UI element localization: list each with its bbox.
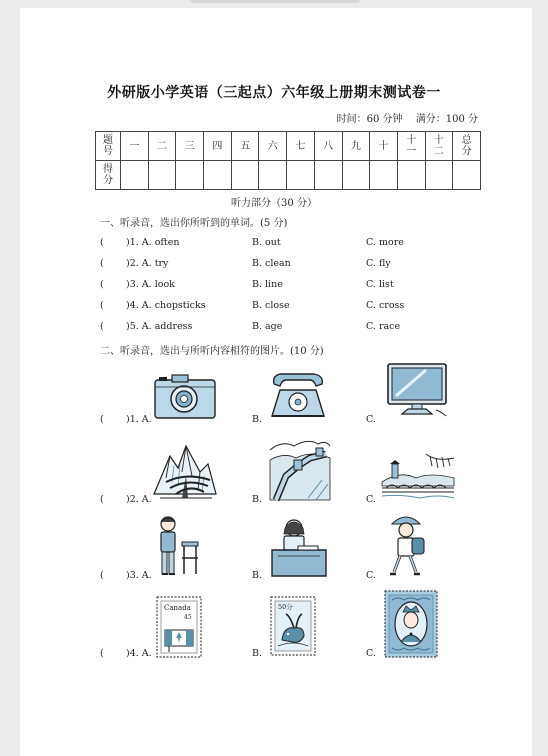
score-cell[interactable] [453,161,481,190]
answer-bracket[interactable]: ( [100,300,104,311]
score-col-1: 一 [121,132,149,161]
great-wall-icon[interactable] [268,436,332,502]
option-a: )2. A. [126,494,152,505]
score-cell[interactable] [342,161,370,190]
canada-stamp-label: Canada [164,604,191,612]
girl-at-desk-icon[interactable] [268,516,330,578]
rabbit-stamp-icon[interactable] [270,596,316,656]
score-cell[interactable] [121,161,149,190]
option-a: )1. A. [126,414,152,425]
part1-heading: 一、听录音，选出你所听到的单词。(5 分) [100,218,288,229]
score-table-header-row [96,132,481,161]
answer-bracket[interactable]: ( [100,237,104,248]
score-table [95,131,481,190]
exam-meta [337,110,478,125]
option-c: C. list [366,279,394,290]
option-a: )3. A. [126,570,152,581]
score-col-11: 十 一 [397,132,425,161]
score-table-label: 题 号 [96,132,121,161]
canada-stamp-icon[interactable] [156,596,202,658]
score-col-5: 五 [231,132,259,161]
option-c: C. fly [366,258,391,269]
boy-walking-icon[interactable] [386,514,434,580]
score-col-12: 十 二 [425,132,453,161]
score-cell[interactable] [314,161,342,190]
page-title: 外研版小学英语（三起点）六年级上册期末测试卷一 [107,85,441,101]
option-a: )4. A. [126,648,152,659]
option-c: C. more [366,237,404,248]
score-cell[interactable] [397,161,425,190]
score-col-10: 十 [370,132,398,161]
part2-heading: 二、听录音，选出与所听内容相符的图片。(10 分) [100,346,324,357]
option-b: B. out [252,237,281,248]
option-b: B. [252,494,263,505]
option-a: )3. A. look [126,279,175,290]
score-cell[interactable] [259,161,287,190]
answer-bracket[interactable]: ( [100,570,104,581]
listening-section-title: 听力部分（30 分） [231,198,317,209]
answer-bracket[interactable]: ( [100,258,104,269]
answer-bracket[interactable]: ( [100,414,104,425]
option-a: )4. A. chopsticks [126,300,206,311]
option-b: B. clean [252,258,291,269]
queen-stamp-icon[interactable] [384,590,438,658]
score-cell[interactable] [370,161,398,190]
score-col-7: 七 [287,132,315,161]
option-b: B. close [252,300,290,311]
score-col-8: 八 [314,132,342,161]
score-cell[interactable] [176,161,204,190]
option-c: C. [366,648,376,659]
telephone-icon[interactable] [268,370,328,422]
lake-bridge-icon[interactable] [380,452,456,502]
answer-bracket[interactable]: ( [100,648,104,659]
score-cell[interactable] [204,161,232,190]
option-a: )5. A. address [126,321,193,332]
time-limit: 时间：60 分钟 [336,114,403,125]
mountain-pine-icon[interactable] [152,442,218,500]
option-c: C. [366,494,376,505]
score-col-total: 总 分 [453,132,481,161]
monitor-icon[interactable] [386,362,450,418]
viewer-top-handle [190,0,360,3]
option-a: )2. A. try [126,258,169,269]
score-table-score-row [96,161,481,190]
canada-stamp-value: 45 [184,614,192,621]
option-b: B. [252,414,263,425]
option-c: C. race [366,321,401,332]
score-col-9: 九 [342,132,370,161]
rabbit-stamp-value: 50分 [278,603,293,611]
camera-icon[interactable] [152,372,218,420]
score-cell[interactable] [231,161,259,190]
option-c: C. cross [366,300,405,311]
answer-bracket[interactable]: ( [100,494,104,505]
score-cell[interactable] [425,161,453,190]
score-col-4: 四 [204,132,232,161]
score-col-6: 六 [259,132,287,161]
answer-bracket[interactable]: ( [100,321,104,332]
option-b: B. line [252,279,283,290]
option-c: C. [366,570,376,581]
option-b: B. [252,648,263,659]
option-c: C. [366,414,376,425]
boy-standing-icon[interactable] [152,514,200,580]
score-cell[interactable] [287,161,315,190]
score-row-label: 得 分 [96,161,121,190]
score-col-2: 二 [148,132,176,161]
answer-bracket[interactable]: ( [100,279,104,290]
option-a: )1. A. often [126,237,180,248]
option-b: B. [252,570,263,581]
option-b: B. age [252,321,283,332]
full-score: 满分：100 分 [415,114,478,125]
score-col-3: 三 [176,132,204,161]
score-cell[interactable] [148,161,176,190]
